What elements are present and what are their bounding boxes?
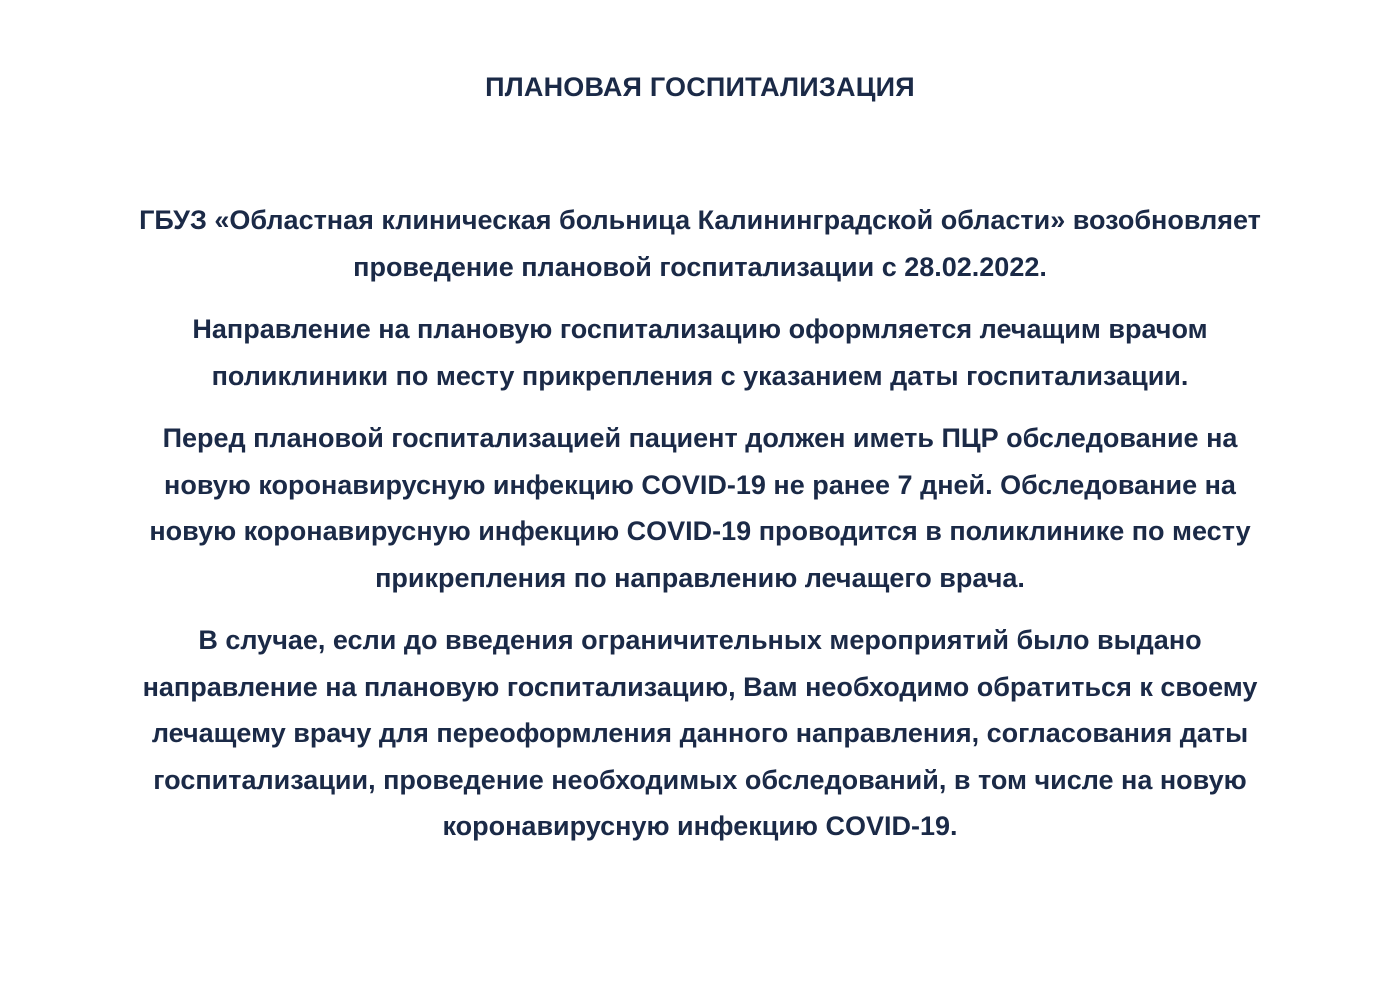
paragraph-reissue	[0, 617, 1400, 850]
paragraph-resumption	[0, 197, 1400, 290]
text-line: поликлиники по месту прикрепления с указанием даты госпитализации.	[211, 360, 1189, 391]
text-line: коронавирусную инфекцию COVID-19.	[442, 811, 958, 841]
text-line: направление на плановую госпитализацию, Вам необходимо обратиться к своему	[142, 671, 1258, 702]
text-line: новую коронавирусную инфекцию COVID-19 не ранее 7 дней. Обследование на	[164, 469, 1236, 500]
document-body	[0, 197, 1400, 866]
text-line: проведение плановой госпитализации с 28.02.2022.	[353, 251, 1047, 282]
paragraph-pcr-test	[0, 415, 1400, 601]
document-title: ПЛАНОВАЯ ГОСПИТАЛИЗАЦИЯ	[485, 72, 915, 102]
text-line: В случае, если до введения ограничительных мероприятий было выдано	[198, 625, 1202, 655]
text-line: Перед плановой госпитализацией пациент должен иметь ПЦР обследование на	[162, 423, 1238, 453]
text-line: прикрепления по направлению лечащего врача.	[375, 562, 1025, 593]
text-line: госпитализации, проведение необходимых обследований, в том числе на новую	[153, 764, 1247, 795]
text-line: новую коронавирусную инфекцию COVID-19 проводится в поликлинике по месту	[149, 516, 1251, 546]
text-line: ГБУЗ «Областная клиническая больница Калининградской области» возобновляет	[139, 205, 1261, 235]
text-line: Направление на плановую госпитализацию оформляется лечащим врачом	[192, 314, 1208, 344]
paragraph-referral	[0, 306, 1400, 399]
text-line: лечащему врачу для переоформления данного направления, согласования даты	[151, 718, 1249, 748]
